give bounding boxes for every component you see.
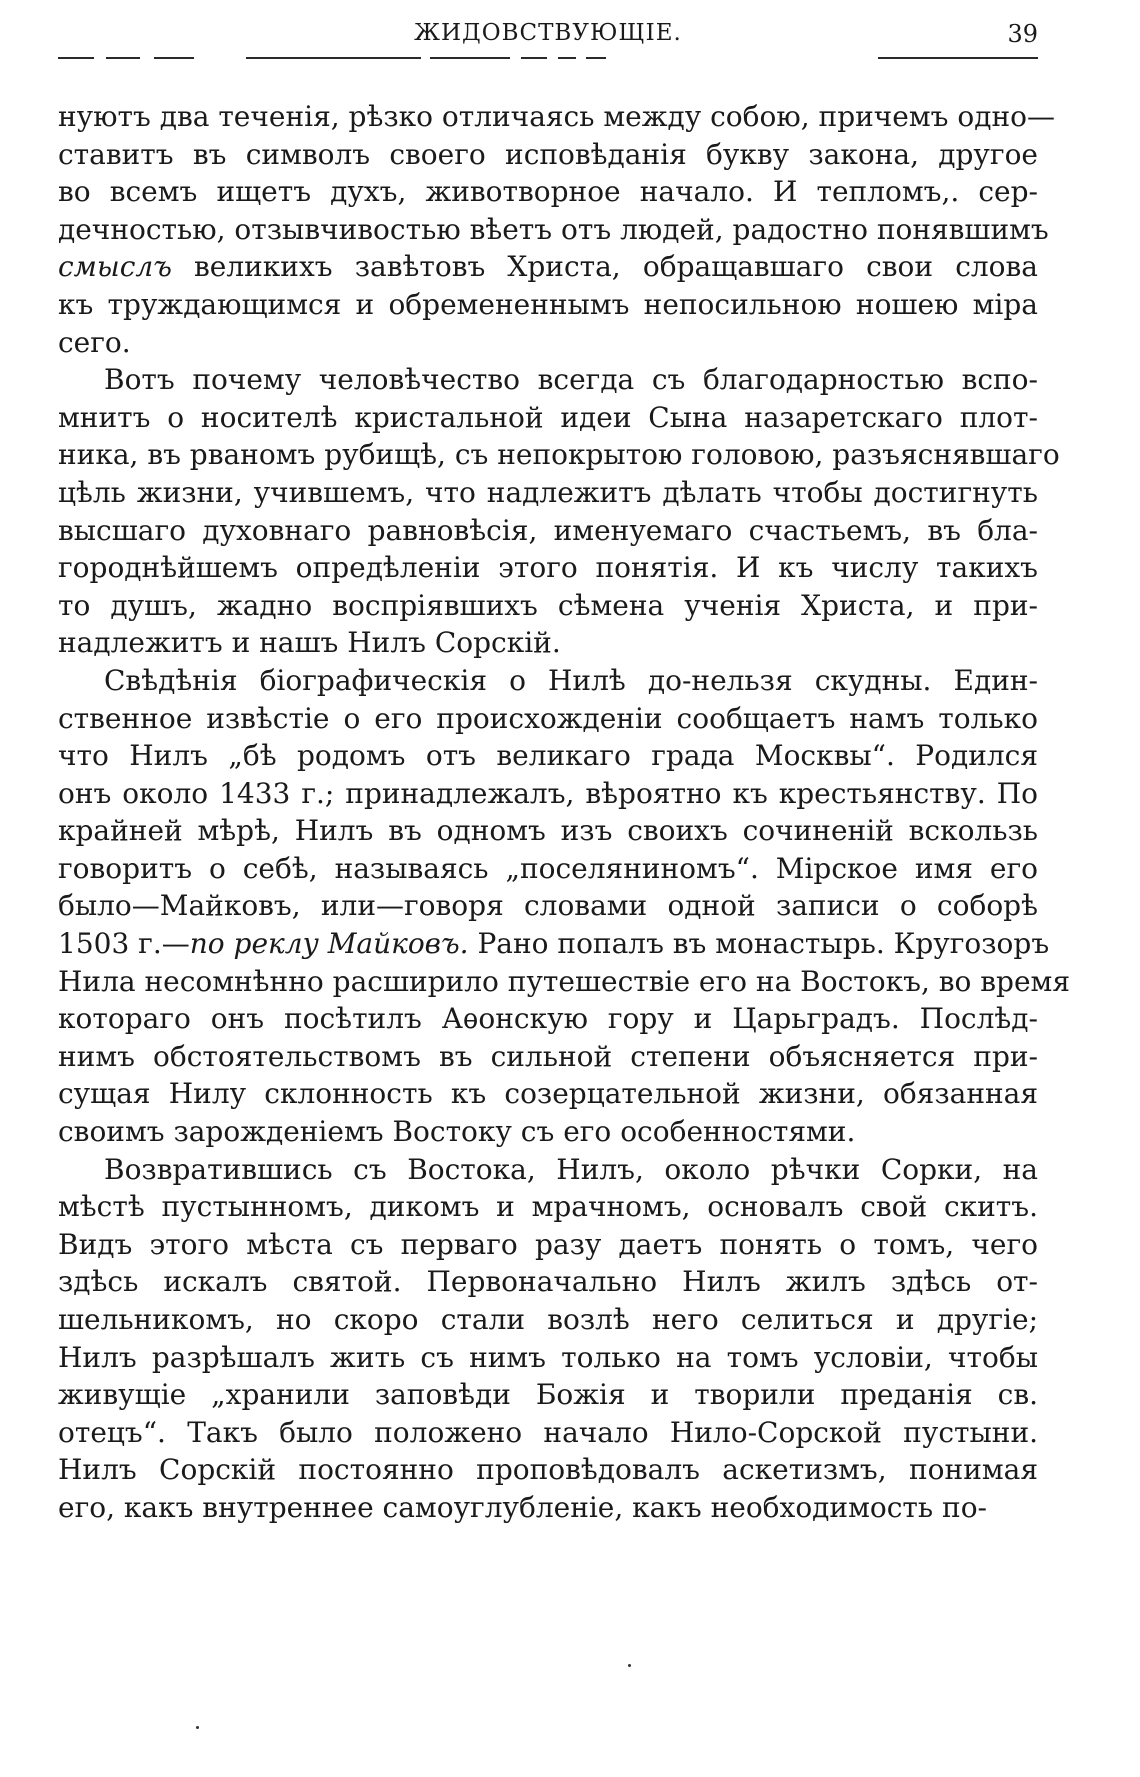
text-run: Рано попалъ въ монастырь. Кругозоръ bbox=[468, 927, 1050, 961]
page-number: 39 bbox=[1007, 20, 1038, 48]
text-line bbox=[58, 1301, 1038, 1339]
text-run: своимъ зарожденіемъ Востоку съ его особенностями. bbox=[58, 1115, 856, 1149]
text-line bbox=[58, 324, 1038, 362]
text-run: мѣстѣ пустынномъ, дикомъ и мрачномъ, основалъ свой скитъ. bbox=[58, 1190, 1038, 1224]
book-page bbox=[58, 0, 1070, 1524]
text-line bbox=[58, 1339, 1038, 1377]
text-line bbox=[58, 512, 1038, 550]
text-run: къ труждающимся и обремененнымъ непосильною ношею міра bbox=[58, 287, 1038, 321]
text-run: Видъ этого мѣста съ перваго разу даетъ понять о томъ, чего bbox=[58, 1227, 1038, 1261]
text-line bbox=[58, 436, 1060, 474]
text-line bbox=[58, 963, 1070, 1001]
text-run: высшаго духовнаго равновѣсія, именуемаго счастьемъ, въ бла- bbox=[58, 513, 1038, 547]
text-run: крайней мѣрѣ, Нилъ въ одномъ изъ своихъ сочиненій вскользь bbox=[58, 814, 1038, 848]
text-line bbox=[58, 700, 1038, 738]
text-line bbox=[58, 662, 1038, 700]
text-run: во всемъ ищетъ духъ, животворное начало. И тепломъ,. сер- bbox=[58, 175, 1038, 209]
text-line bbox=[58, 361, 1038, 399]
text-run: 1503 г.— bbox=[58, 927, 190, 961]
text-run: Нилъ разрѣшалъ жить съ нимъ только на томъ условіи, чтобы bbox=[58, 1340, 1038, 1374]
text-run: ственное извѣстіе о его происхожденіи сообщаетъ намъ только bbox=[58, 701, 1038, 735]
text-line bbox=[58, 587, 1038, 625]
text-run: шельникомъ, но скоро стали возлѣ него селиться и другіе; bbox=[58, 1303, 1038, 1336]
text-line bbox=[58, 98, 1055, 136]
text-run: сего. bbox=[58, 325, 131, 359]
text-line bbox=[58, 1113, 1038, 1151]
italic-text: смыслъ bbox=[58, 250, 172, 284]
text-line bbox=[58, 211, 1049, 249]
text-line bbox=[58, 1226, 1038, 1264]
text-line bbox=[58, 1414, 1038, 1452]
text-run: здѣсь искалъ святой. Первоначально Нилъ жилъ здѣсь от- bbox=[58, 1265, 1038, 1299]
text-line bbox=[58, 1263, 1038, 1301]
text-run: нуютъ два теченія, рѣзко отличаясь между собою, причемъ одно— bbox=[58, 100, 1055, 133]
paragraph bbox=[58, 98, 1055, 361]
text-line bbox=[58, 286, 1038, 324]
print-speck bbox=[628, 1664, 631, 1667]
text-run: Возвратившись съ Востока, Нилъ, около рѣчки Сорки, на bbox=[104, 1152, 1038, 1186]
paragraph bbox=[58, 1151, 1038, 1527]
text-line bbox=[58, 173, 1038, 211]
text-run: говоритъ о себѣ, называясь „поселяниномъ“. Мірское имя его bbox=[58, 851, 1038, 885]
text-run: было—Майковъ, или—говоря словами одной записи о соборѣ bbox=[58, 889, 1038, 923]
text-line bbox=[58, 775, 1038, 813]
text-run: его, какъ внутреннее самоуглубленіе, какъ необходимость по- bbox=[58, 1490, 988, 1524]
text-line bbox=[58, 887, 1038, 925]
text-line bbox=[58, 1000, 1038, 1038]
header-rule bbox=[58, 57, 1038, 59]
text-line bbox=[58, 1151, 1038, 1189]
text-run: сущая Нилу склонность къ созерцательной жизни, обязанная bbox=[58, 1077, 1038, 1111]
text-line bbox=[58, 1075, 1038, 1113]
text-line bbox=[58, 248, 1038, 286]
running-head: ЖИДОВСТВУЮЩІЕ. bbox=[414, 20, 682, 46]
italic-text: по реклу Майковъ. bbox=[189, 927, 469, 961]
text-run: Нила несомнѣнно расширило путешествіе его на Востокъ, во время bbox=[58, 964, 1070, 998]
paragraph bbox=[58, 361, 1060, 662]
text-run: дечностью, отзывчивостью вѣетъ отъ людей, радостно понявшимъ bbox=[58, 212, 1049, 246]
text-run: надлежитъ и нашъ Нилъ Сорскій. bbox=[58, 626, 561, 660]
text-run: великихъ завѣтовъ Христа, обращавшаго свои слова bbox=[171, 250, 1038, 284]
text-line bbox=[58, 1038, 1038, 1076]
text-run: нимъ обстоятельствомъ въ сильной степени объясняется при- bbox=[58, 1039, 1038, 1073]
page-header bbox=[58, 0, 1038, 58]
text-line bbox=[58, 925, 1050, 963]
text-run: цѣль жизни, учившемъ, что надлежитъ дѣлать чтобы достигнуть bbox=[58, 475, 1038, 509]
text-line bbox=[58, 1451, 1038, 1489]
text-line bbox=[58, 737, 1038, 775]
text-line bbox=[58, 1489, 1038, 1527]
text-run: ставитъ въ символъ своего исповѣданія букву закона, другое bbox=[58, 137, 1038, 171]
text-line bbox=[58, 399, 1038, 437]
text-line bbox=[58, 136, 1038, 174]
text-run: Вотъ почему человѣчество всегда съ благодарностью вспо- bbox=[104, 363, 1038, 397]
text-run: онъ около 1433 г.; принадлежалъ, вѣроятно къ крестьянству. По bbox=[58, 776, 1038, 810]
text-line bbox=[58, 1188, 1038, 1226]
text-run: то душъ, жадно воспріявшихъ сѣмена ученія Христа, и при- bbox=[58, 588, 1038, 622]
text-run: мнитъ о носителѣ кристальной идеи Сына назаретскаго плот- bbox=[58, 400, 1038, 434]
text-run: котораго онъ посѣтилъ Аѳонскую гору и Царьградъ. Послѣд- bbox=[58, 1002, 1038, 1036]
text-run: Нилъ Сорскій постоянно проповѣдовалъ аскетизмъ, понимая bbox=[58, 1453, 1038, 1487]
text-line bbox=[58, 549, 1038, 587]
text-line bbox=[58, 1376, 1038, 1414]
text-run: Свѣдѣнія біографическія о Нилѣ до-нельзя скудны. Един- bbox=[104, 663, 1038, 697]
text-run: городнѣйшемъ опредѣленіи этого понятія. И къ числу такихъ bbox=[58, 551, 1038, 585]
text-line bbox=[58, 474, 1038, 512]
body-text bbox=[58, 98, 1070, 1527]
text-run: что Нилъ „бѣ родомъ отъ великаго града Москвы“. Родился bbox=[58, 739, 1038, 773]
text-run: живущіе „хранили заповѣди Божія и творили преданія св. bbox=[58, 1378, 1038, 1412]
text-run: отецъ“. Такъ было положено начало Нило-Сорской пустыни. bbox=[58, 1415, 1038, 1449]
print-speck bbox=[196, 1726, 199, 1729]
text-line bbox=[58, 850, 1038, 888]
text-run: ника, въ рваномъ рубищѣ, съ непокрытою головою, разъяснявшаго bbox=[58, 438, 1060, 472]
text-line bbox=[58, 812, 1038, 850]
paragraph bbox=[58, 662, 1070, 1151]
text-line bbox=[58, 624, 1038, 662]
